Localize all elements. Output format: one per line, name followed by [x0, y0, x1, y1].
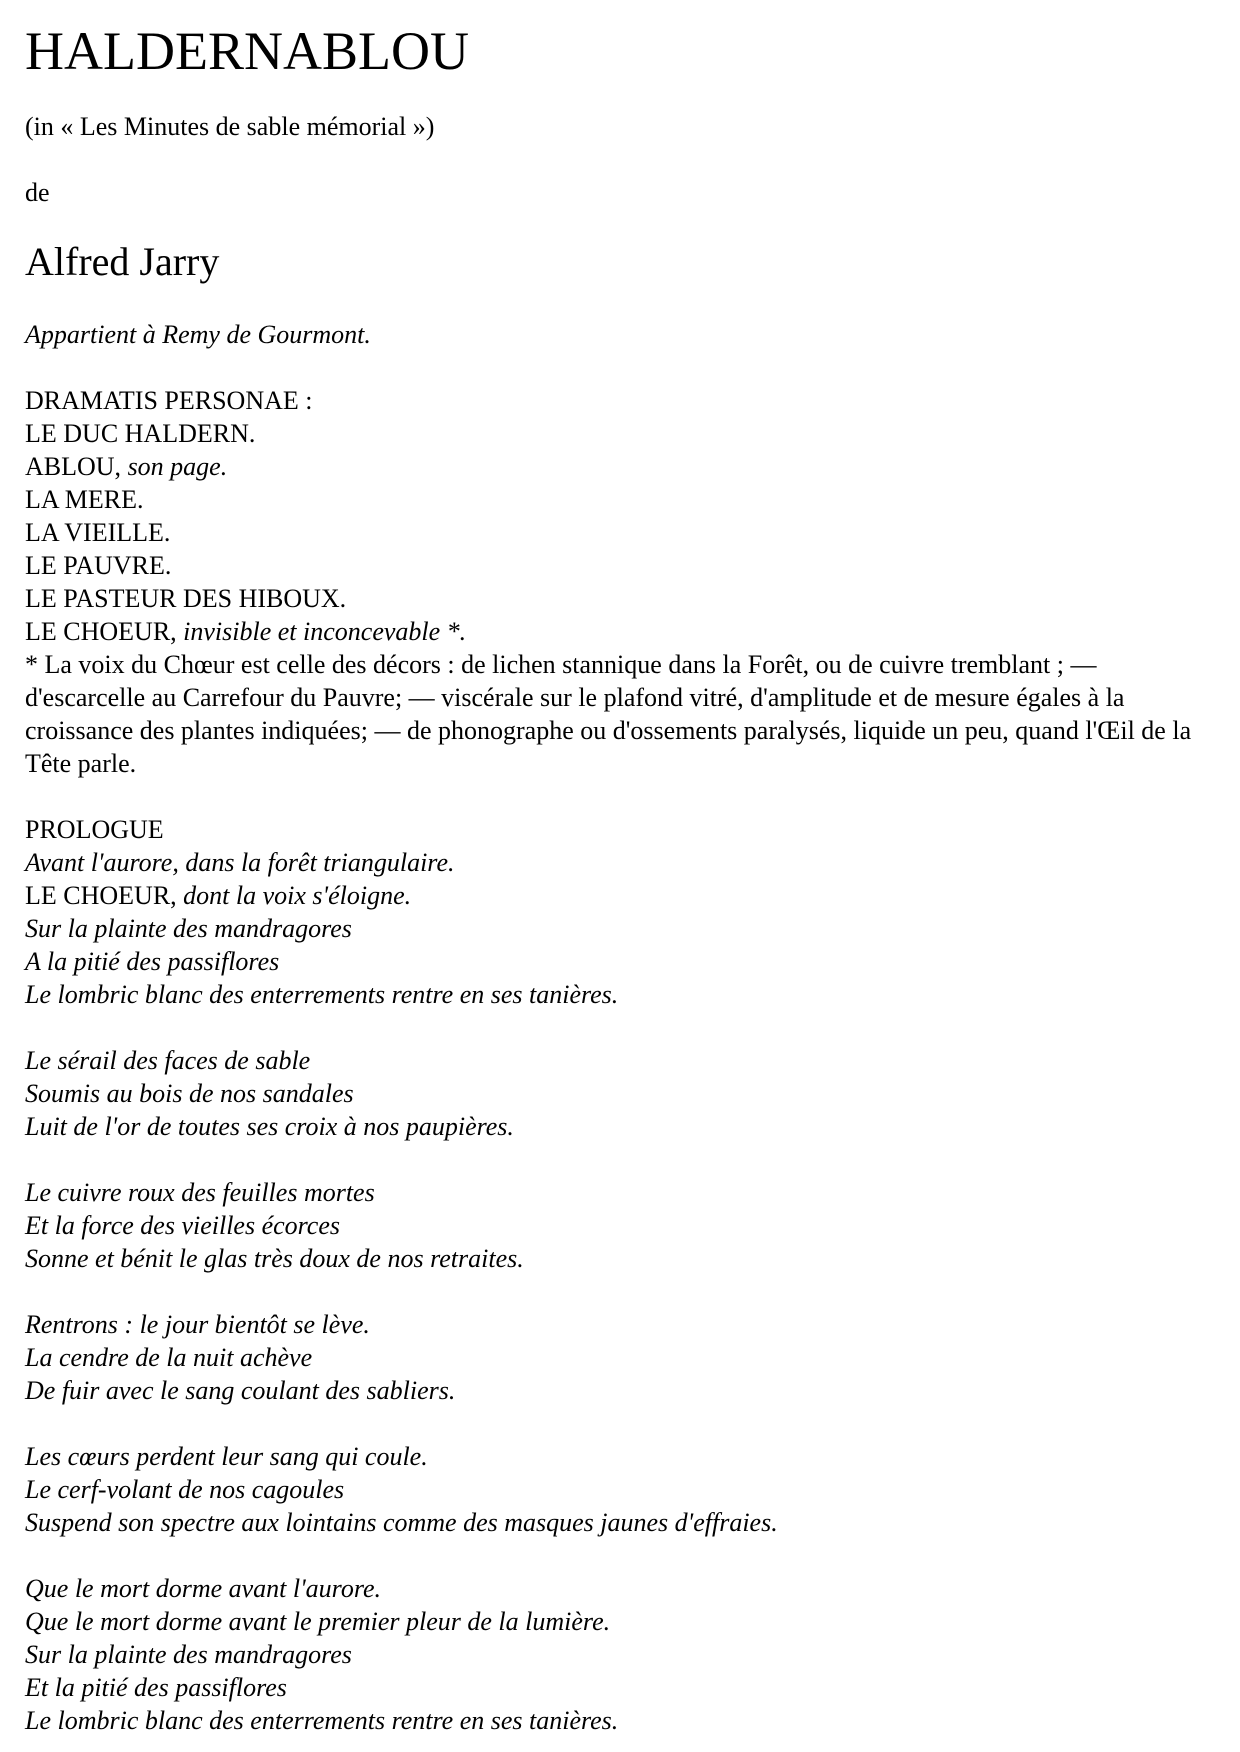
character-pauvre: LE PAUVRE. [25, 551, 172, 580]
character-vieille: LA VIEILLE. [25, 518, 171, 547]
stage-direction: Avant l'aurore, dans la forêt triangulaire. [25, 848, 455, 877]
verse-line: Suspend son spectre aux lointains comme des masques jaunes d'effraies. [25, 1508, 778, 1537]
verse-line: Et la pitié des passiflores [25, 1673, 287, 1702]
verse-line: Et la force des vieilles écorces [25, 1211, 341, 1240]
verse-line: Que le mort dorme avant le premier pleur de la lumière. [25, 1607, 611, 1636]
character-pasteur: LE PASTEUR DES HIBOUX. [25, 584, 347, 613]
document-body [25, 318, 1215, 1737]
verse-line: Rentrons : le jour bientôt se lève. [25, 1310, 370, 1339]
verse-line: Le lombric blanc des enterrements rentre en ses tanières. [25, 1706, 619, 1735]
footnote: * La voix du Chœur est celle des décors : de lichen stannique dans la Forêt, ou de cuivre tremblant ; — d'escarcelle au Carrefour du Pauvre; — viscérale sur le plafond vitré, d'amplitude et de mesure égales à la croissance des plantes indiquées; — de phonographe ou d'ossements paralysés, liquide un peu, quand l'Œil de la Tête parle. [25, 650, 1192, 778]
prologue-heading: PROLOGUE [25, 815, 164, 844]
author-name: Alfred Jarry [25, 239, 220, 284]
verse-line: A la pitié des passiflores [25, 947, 280, 976]
by-label: de [25, 178, 50, 207]
character-mere: LA MERE. [25, 485, 144, 514]
character-ablou: ABLOU, son page. [25, 452, 228, 481]
verse-line: La cendre de la nuit achève [25, 1343, 313, 1372]
verse-line: Les cœurs perdent leur sang qui coule. [25, 1442, 428, 1471]
document-title: HALDERNABLOU [25, 21, 469, 81]
source-note: (in « Les Minutes de sable mémorial ») [25, 112, 435, 141]
speaker: LE CHOEUR, dont la voix s'éloigne. [25, 881, 412, 910]
verse-line: Le cuivre roux des feuilles mortes [25, 1178, 375, 1207]
verse-line: Soumis au bois de nos sandales [25, 1079, 354, 1108]
character-choeur: LE CHOEUR, invisible et inconcevable *. [25, 617, 467, 646]
verse-line: Que le mort dorme avant l'aurore. [25, 1574, 382, 1603]
verse-line: Luit de l'or de toutes ses croix à nos paupières. [25, 1112, 514, 1141]
verse-line: Sonne et bénit le glas très doux de nos retraites. [25, 1244, 524, 1273]
verse-line: Le lombric blanc des enterrements rentre en ses tanières. [25, 980, 619, 1009]
verse-line: Sur la plainte des mandragores [25, 1640, 352, 1669]
dedication: Appartient à Remy de Gourmont. [25, 320, 371, 349]
verse-line: Sur la plainte des mandragores [25, 914, 352, 943]
character-duc: LE DUC HALDERN. [25, 419, 256, 448]
verse-line: Le cerf-volant de nos cagoules [25, 1475, 345, 1504]
verse-line: Le sérail des faces de sable [25, 1046, 311, 1075]
verse-line: De fuir avec le sang coulant des sabliers. [25, 1376, 456, 1405]
dramatis-heading: DRAMATIS PERSONAE : [25, 386, 313, 415]
